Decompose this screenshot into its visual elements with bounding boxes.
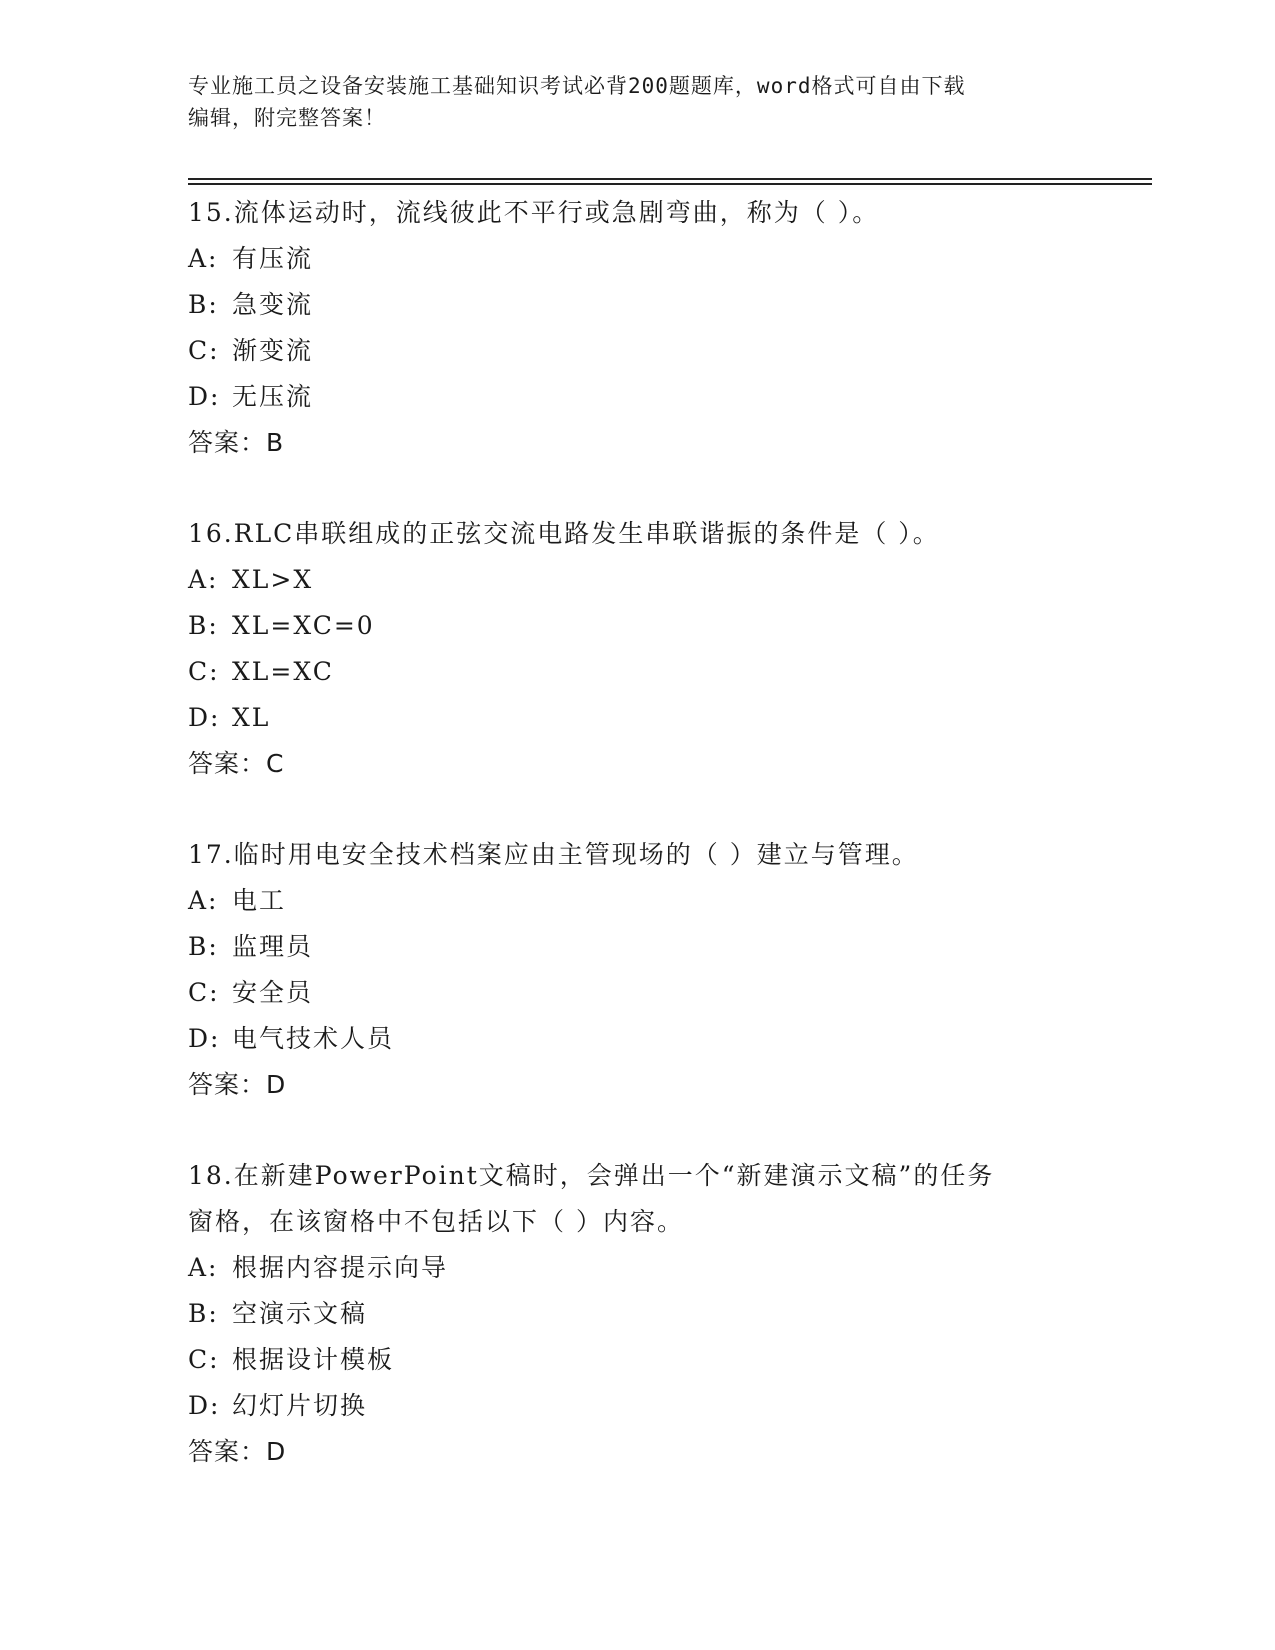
answer-text: 答案：B [188,428,285,457]
option-label: C: [188,978,220,1007]
question-17 [188,832,1088,1108]
option-label: C: [188,336,220,365]
option-a [188,878,1088,924]
option-label: A: [188,244,219,273]
answer-text: 答案：D [188,1070,287,1099]
answer-text: 答案：C [188,749,285,778]
question-text-continued: 窗格，在该窗格中不包括以下（ ）内容。 [188,1207,684,1236]
question-16 [188,511,1088,787]
option-label: D: [188,703,221,732]
option-b [188,282,1088,328]
option-text: 空演示文稿 [232,1299,368,1328]
header-divider-top [188,178,1152,180]
option-label: A: [188,565,219,594]
header-line-1: 专业施工员之设备安装施工基础知识考试必背200题题库，word格式可自由下载 [188,74,966,98]
option-a [188,557,1088,603]
option-b [188,1291,1088,1337]
option-d [188,1383,1088,1429]
option-text: 电气技术人员 [232,1024,395,1053]
option-text: XL [232,703,271,732]
option-label: B: [188,1299,219,1328]
option-text: 监理员 [232,932,314,961]
question-15 [188,190,1088,466]
document-header [188,70,1088,134]
option-text: XL=XC=0 [232,611,375,640]
option-c [188,970,1088,1016]
question-text: 17.临时用电安全技术档案应由主管现场的（ ）建立与管理。 [188,840,919,869]
option-text: XL=XC [232,657,334,686]
answer-text: 答案：D [188,1437,287,1466]
option-d [188,1016,1088,1062]
option-b [188,603,1088,649]
question-list [188,190,1088,1520]
question-text: 16.RLC串联组成的正弦交流电路发生串联谐振的条件是（ ）。 [188,519,940,548]
option-text: 安全员 [232,978,314,1007]
option-a [188,1245,1088,1291]
option-text: 根据内容提示向导 [232,1253,449,1282]
option-text: 电工 [232,886,287,915]
option-text: 有压流 [232,244,314,273]
option-text: 急变流 [232,290,314,319]
option-text: XL>X [232,565,314,594]
question-18 [188,1153,1088,1475]
option-c [188,649,1088,695]
option-label: D: [188,382,221,411]
option-text: 根据设计模板 [232,1345,395,1374]
option-text: 幻灯片切换 [232,1391,368,1420]
option-d [188,374,1088,420]
option-label: B: [188,290,219,319]
question-text: 15.流体运动时，流线彼此不平行或急剧弯曲，称为（ ）。 [188,198,880,227]
option-label: B: [188,932,219,961]
option-label: A: [188,886,219,915]
option-text: 无压流 [232,382,314,411]
header-divider-bottom [188,183,1152,185]
option-a [188,236,1088,282]
question-text: 18.在新建PowerPoint文稿时，会弹出一个“新建演示文稿”的任务 [188,1161,995,1190]
option-c [188,328,1088,374]
option-label: A: [188,1253,219,1282]
option-c [188,1337,1088,1383]
option-label: D: [188,1024,221,1053]
option-b [188,924,1088,970]
option-d [188,695,1088,741]
option-label: C: [188,657,220,686]
option-label: C: [188,1345,220,1374]
option-label: B: [188,611,219,640]
header-line-2: 编辑，附完整答案！ [188,106,386,130]
option-label: D: [188,1391,221,1420]
option-text: 渐变流 [232,336,314,365]
